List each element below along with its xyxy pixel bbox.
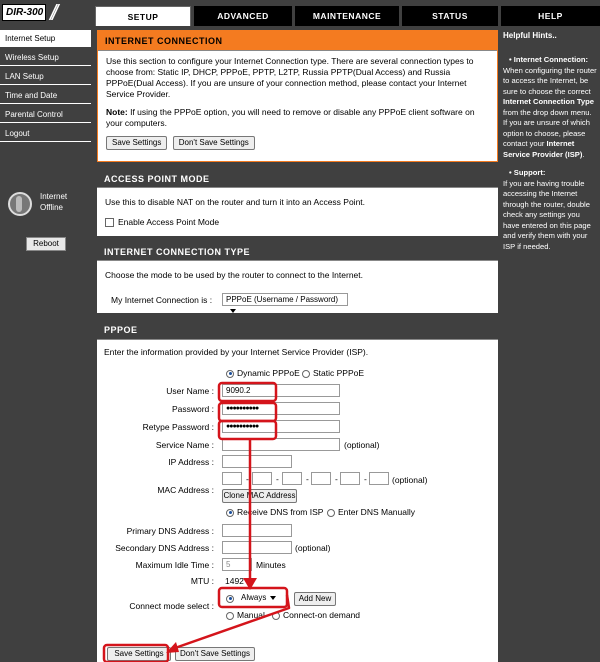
manual-label: Manual [237, 610, 265, 620]
dont-save-settings-button-bottom[interactable]: Don't Save Settings [175, 647, 255, 661]
annotation-always-box [219, 588, 287, 607]
model-logo: DIR-300 [2, 4, 46, 21]
reboot-button[interactable]: Reboot [26, 237, 66, 251]
mtu-value[interactable]: 1492 [225, 576, 244, 586]
username-label: User Name : [166, 386, 214, 396]
dont-save-settings-button-top[interactable]: Don't Save Settings [173, 136, 255, 150]
static-pppoe-label: Static PPPoE [313, 368, 365, 378]
secondary-dns-optional: (optional) [295, 543, 331, 553]
sidebar-item-wireless-setup[interactable]: Wireless Setup [0, 49, 91, 66]
dynamic-pppoe-label: Dynamic PPPoE [237, 368, 300, 378]
save-settings-button-bottom[interactable]: Save Settings [107, 647, 171, 661]
pppoe-description: Enter the information provided by your Internet Service Provider (ISP). [104, 347, 369, 357]
annotation-arrow-to-save [175, 595, 289, 648]
logo-slashes: // [50, 0, 55, 25]
help-sidebar: Helpful Hints.. • Internet Connection: When configuring the router to access the Internet, be sure to choose the correct Internet Connection Type from the drop down menu. If you are unsure of which option to choose, please contact your Internet Service Provider (ISP). • Support: If you are having trouble accessing the Internet through the router, double check any settings you have entered on this page and verify them with your ISP if needed. [500, 28, 600, 662]
annotation-save-box [104, 645, 168, 662]
tab-help[interactable]: HELP [501, 6, 600, 26]
tab-advanced[interactable]: ADVANCED [194, 6, 292, 26]
internet-connection-type-description: Choose the mode to be used by the router to connect to the Internet. [105, 270, 364, 280]
password-label: Password : [171, 404, 214, 414]
password-input[interactable]: ●●●●●●●●●● [222, 402, 340, 415]
annotation-password-box [219, 403, 276, 421]
max-idle-time-input[interactable]: 5 [222, 558, 252, 571]
access-point-mode-description: Use this to disable NAT on the router and turn it into an Access Point. [105, 197, 366, 207]
help-support-text: If you are having trouble accessing the Internet through the router, double check any settings you have entered on this page and verify them with your ISP if needed. [503, 178, 591, 251]
mac-address-label: MAC Address : [157, 485, 214, 495]
help-title: Helpful Hints.. [503, 31, 557, 40]
internet-status-value: Offline [40, 203, 63, 212]
connection-type-value: PPPoE (Username / Password) [226, 295, 339, 304]
internet-status-label: Internet [40, 192, 68, 201]
clone-mac-address-button[interactable]: Clone MAC Address [222, 489, 297, 503]
sidebar-item-internet-setup[interactable]: Internet Setup [0, 30, 91, 47]
sidebar-item-lan-setup[interactable]: LAN Setup [0, 68, 91, 85]
annotation-retype-box [219, 421, 276, 439]
primary-dns-label: Primary DNS Address : [126, 526, 214, 536]
connect-mode-label: Connect mode select : [129, 601, 214, 611]
ip-address-label: IP Address : [168, 457, 214, 467]
mtu-label: MTU : [190, 576, 214, 586]
internet-connection-description: Use this section to configure your Internet Connection type. There are several connection types to choose from: Static IP, DHCP, PPPoE, PPTP, L2TP, Russia PPTP(Dual Access) and Russia PPPoE(Dual Access). If you are unsure of your connection method, please contact your Internet Service Provider. [106, 56, 474, 99]
access-point-mode-title: ACCESS POINT MODE [97, 170, 498, 188]
tab-maintenance[interactable]: MAINTENANCE [295, 6, 399, 26]
max-idle-time-label: Maximum Idle Time : [135, 560, 214, 570]
service-name-optional: (optional) [344, 440, 380, 450]
sidebar-item-time-and-date[interactable]: Time and Date [0, 87, 91, 104]
annotation-username-box [219, 383, 276, 401]
connect-on-demand-label: Connect-on demand [283, 610, 361, 620]
add-new-button[interactable]: Add New [294, 592, 336, 606]
secondary-dns-label: Secondary DNS Address : [115, 543, 214, 553]
internet-connection-title: INTERNET CONNECTION [98, 31, 497, 51]
always-value: Always [241, 593, 267, 602]
tab-status[interactable]: STATUS [402, 6, 498, 26]
minutes-label: Minutes [256, 560, 286, 570]
service-name-label: Service Name : [155, 440, 214, 450]
mac-optional: (optional) [392, 475, 428, 485]
sidebar-item-logout[interactable]: Logout [0, 125, 91, 142]
pppoe-title: PPPOE [97, 320, 498, 340]
sidebar-item-parental-control[interactable]: Parental Control [0, 106, 91, 123]
help-internet-connection-text: When configuring the router to access the Internet, be sure to choose the correct Internet Connection Type from the drop down menu. If you are unsure of which option to choose, please contact your Internet Service Provider (ISP). [503, 65, 597, 159]
tab-setup[interactable]: SETUP [95, 6, 191, 26]
help-support-title: Support: [513, 168, 546, 177]
retype-password-input[interactable]: ●●●●●●●●●● [222, 420, 340, 433]
manual-dns-label: Enter DNS Manually [338, 507, 416, 517]
pppoe-panel: PPPOE Enter the information provided by your Internet Service Provider (ISP). Dynamic PPPoE Static PPPoE User Name : 9090.2 Password : ●●●●●●●●●● Retype Password : ●●●●●●●●●● Service Name : (optional) IP Address : MAC Address : - - - - - (optional) Clone MAC Address Receive DNS from ISP Enter DNS Manually Primary DNS Address : Secondary DNS Address : (optional) Maximum Idle Time : 5 Minutes MTU : 1492 Connect mode select : Always Add New Manual Connect-on demand Save Settings Don't Save Settings [97, 320, 498, 662]
connection-type-label: My Internet Connection is : [111, 295, 213, 305]
username-input[interactable]: 9090.2 [222, 384, 340, 397]
internet-connection-type-title: INTERNET CONNECTION TYPE [97, 243, 498, 261]
save-settings-button-top[interactable]: Save Settings [106, 136, 167, 150]
enable-access-point-label: Enable Access Point Mode [118, 217, 220, 227]
note-text: If using the PPPoE option, you will need to remove or disable any PPPoE client software on your computers. [106, 107, 475, 128]
note-label: Note: [106, 107, 128, 117]
receive-dns-label: Receive DNS from ISP [237, 507, 324, 517]
help-internet-connection-title: Internet Connection: [513, 55, 589, 64]
retype-password-label: Retype Password : [142, 422, 214, 432]
